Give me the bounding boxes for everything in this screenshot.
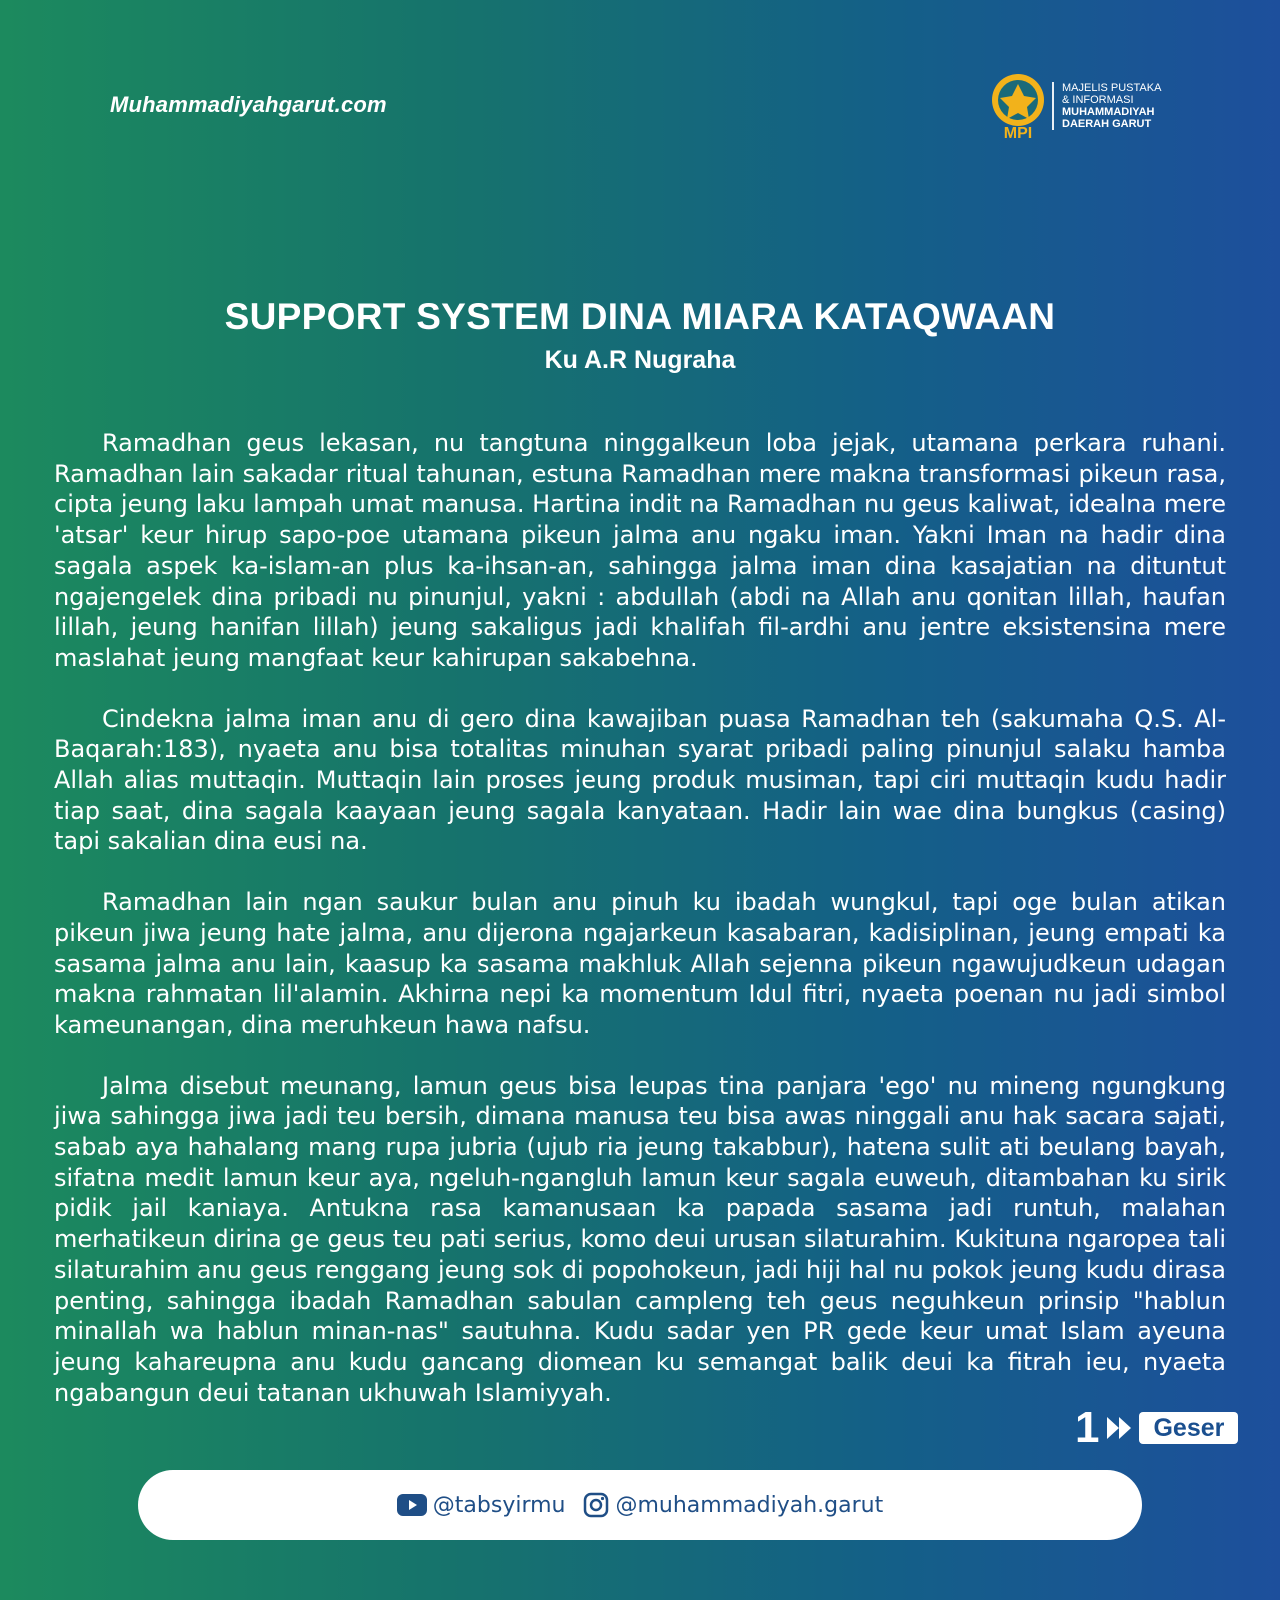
youtube-icon [397, 1494, 427, 1516]
paragraph-2: Cindekna jalma iman anu di gero dina kawajiban puasa Ramadhan teh (sakumaha Q.S. Al-Baqarah:183), nyaeta anu bisa totalitas minuhan syarat pribadi paling pinunjul salaku hamba Allah alias muttaqin. Muttaqin lain proses jeung produk musiman, tapi ciri muttaqin kudu hadir tiap saat, dina sagala kaayaan jeung sagala kanyataan. Hadir lain wae dina bungkus (casing) tapi sakalian dina eusi na. [54, 704, 1226, 856]
paragraph-3: Ramadhan lain ngan saukur bulan anu pinuh ku ibadah wungkul, tapi oge bulan atikan pikeun jiwa jeung hate jalma, anu dijerona ngajarkeun kasabaran, kadisiplinan, jeung empati ka sasama jalma anu lain, kaasup ka sasama makhluk Allah sejenna pikeun ngawujudkeun udagan makna rahmatan lil'alamin. Akhirna nepi ka momentum Idul fitri, nyaeta poenan nu jadi simbol kameunangan, dina meruhkeun hawa nafsu. [54, 888, 1226, 1039]
youtube-link[interactable] [397, 1493, 566, 1518]
instagram-link[interactable] [583, 1492, 883, 1518]
footer-social-bar [138, 1470, 1142, 1540]
instagram-icon [583, 1492, 609, 1518]
instagram-handle: @muhammadiyah.garut [615, 1492, 884, 1518]
paragraph-4: Jalma disebut meunang, lamun geus bisa leupas tina panjara 'ego' nu mineng ngungkung jiwa sahingga jiwa jadi teu bersih, dimana manusa teu bisa awas ninggali anu hak sacara sajati, sabab aya hahalang mang rupa jubria (ujub ria jeung takabbur), hatena sulit ati beulang bayah, sifatna medit lamun keur aya, ngeluh-ngangluh lamun keur sagala euweuh, ditambahan ku sirik pidik jail kaniaya. Antukna rasa kamanusaan ka papada sasama jadi runtuh, malahan merhatikeun dirina ge geus teu pati serius, komo deui urusan silaturahim. Kukituna ngaropea tali silaturahim anu geus renggang jeung sok di popohokeun, jadi hiji hal nu pokok jeung kudu dirasa penting, sahingga ibadah Ramadhan sabulan campleng teh geus neguhkeun prinsip "hablun minallah wa hablun minan-nas" sautuhna. Kudu sadar yen PR gede keur umat Islam ayeuna jeung kahareupna anu kudu gancang diomean ku semangat balik deui ka fitrah ieu, nyaeta ngabangun deui tatanan ukhuwah Islamiyyah. [54, 1071, 1226, 1407]
org-line-2: & INFORMASI [1062, 94, 1134, 106]
org-logo-block [988, 70, 1161, 142]
title-block [0, 296, 1280, 375]
org-line-3: MUHAMMADIYAH [1062, 106, 1155, 118]
svg-text:MPI: MPI [1003, 125, 1033, 142]
article-author: Ku A.R Nugraha [544, 346, 736, 374]
org-line-1: MAJELIS PUSTAKA [1062, 82, 1162, 94]
org-line-4: DAERAH GARUT [1062, 118, 1152, 130]
fast-forward-icon [1105, 1415, 1135, 1441]
article-body [54, 428, 1226, 1408]
mpi-logo-icon [988, 70, 1048, 142]
slide-navigation [1075, 1403, 1238, 1452]
logo-divider [1052, 82, 1054, 130]
org-name [1062, 82, 1161, 130]
site-url[interactable]: Muhammadiyahgarut.com [110, 92, 387, 117]
article-title: SUPPORT SYSTEM DINA MIARA KATAQWAAN [224, 296, 1056, 337]
geser-button[interactable]: Geser [1139, 1412, 1238, 1444]
youtube-handle: @tabsyirmu [432, 1492, 566, 1518]
paragraph-1: Ramadhan geus lekasan, nu tangtuna ninggalkeun loba jejak, utamana perkara ruhani. Ramadhan lain sakadar ritual tahunan, estuna Ramadhan mere makna transformasi pikeun rasa, cipta jeung laku lampah umat manusa. Hartina indit na Ramadhan nu geus kaliwat, idealna mere 'atsar' keur hirup sapo-poe utamana pikeun jalma anu ngaku iman. Yakni Iman na hadir dina sagala aspek ka-islam-an plus ka-ihsan-an, sahingga jalma iman dina kasajatian na dituntut ngajengelek dina pribadi nu pinunjul, yakni : abdullah (abdi na Allah anu qonitan lillah, haufan lillah, jeung hanifan lillah) jeung sakaligus jadi khalifah fil-ardhi anu jentre eksistensina mere maslahat jeung mangfaat keur kahirupan sakabehna. [54, 429, 1226, 672]
slide-number: 1 [1075, 1403, 1100, 1452]
